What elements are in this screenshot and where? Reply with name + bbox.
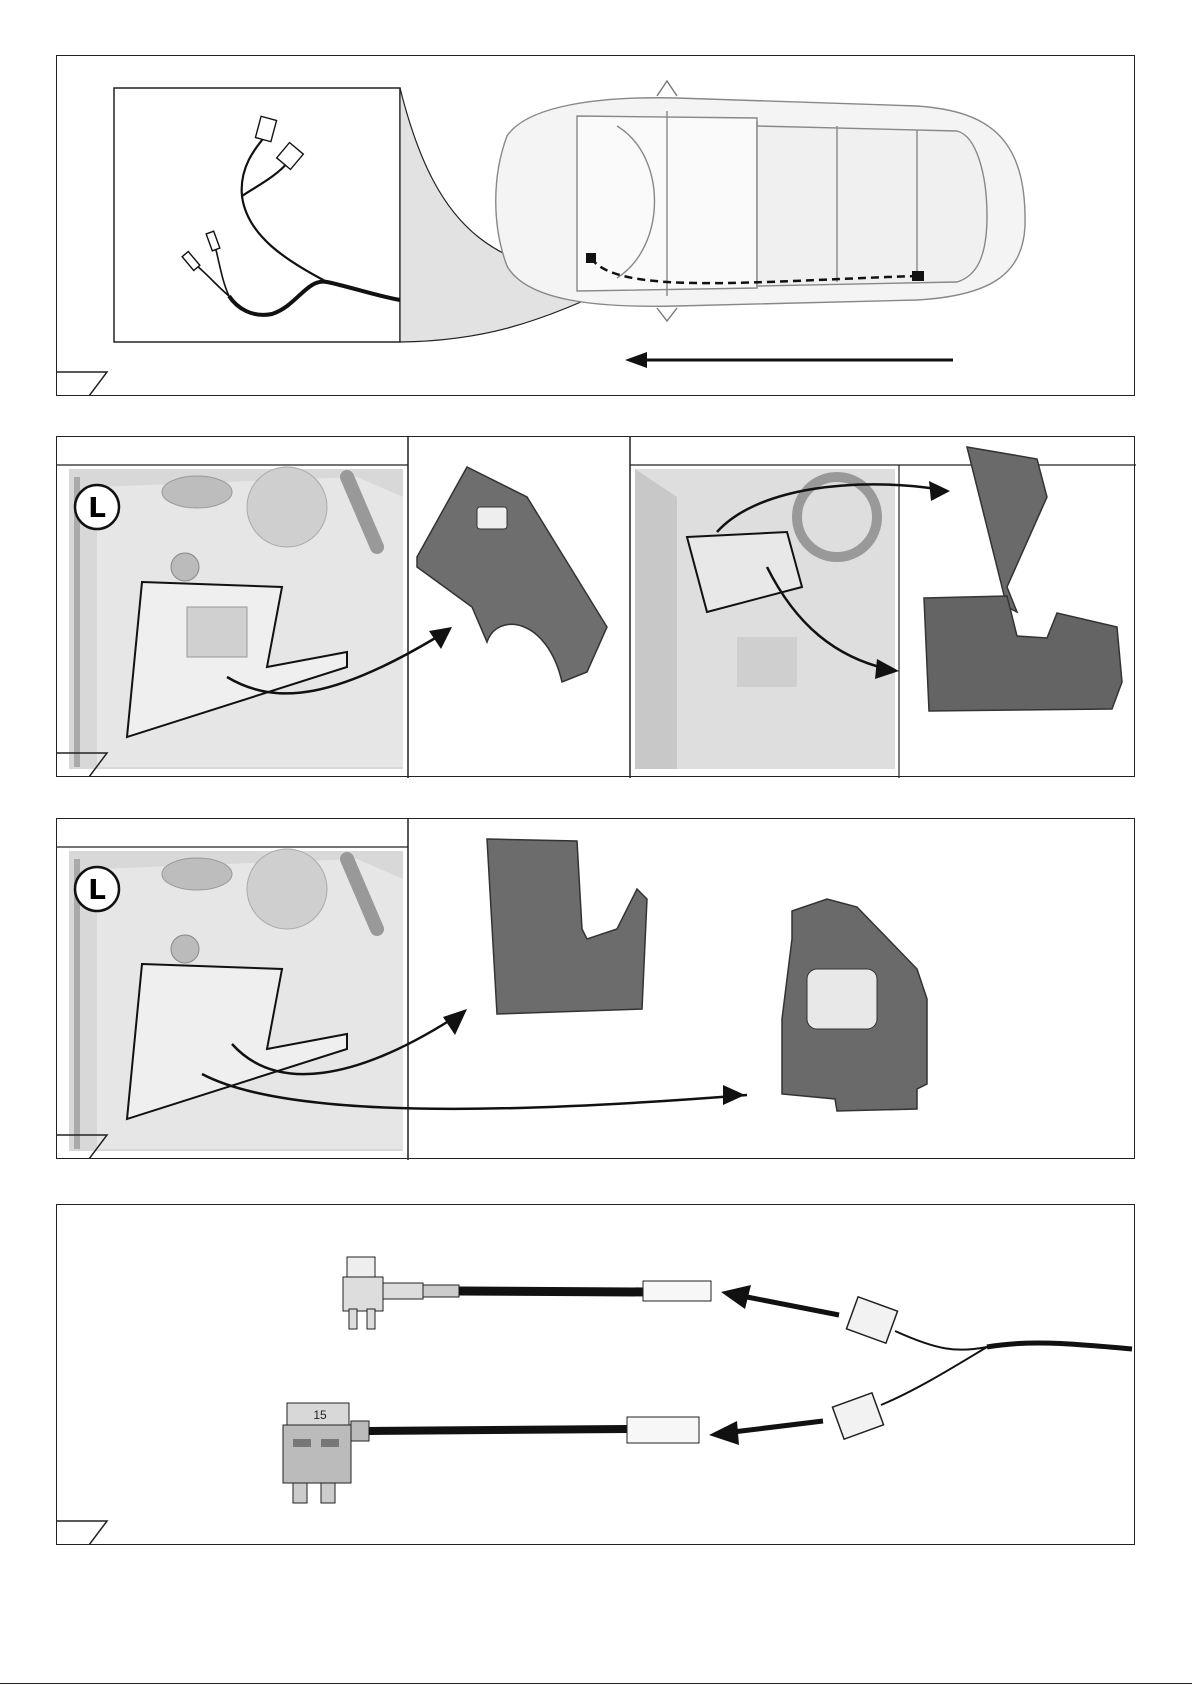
step-3-corner-tab bbox=[57, 1127, 109, 1159]
arrow-lower-line bbox=[733, 1421, 823, 1432]
step-1-panel bbox=[56, 55, 1135, 396]
terminal-lower bbox=[627, 1417, 699, 1443]
fuse-tap-upper bbox=[343, 1257, 459, 1329]
step-4-corner-tab bbox=[57, 1513, 109, 1545]
removed-lower-panel bbox=[417, 467, 607, 682]
dashboard-left-photo bbox=[69, 467, 452, 769]
left-side-badge-label: L bbox=[88, 491, 106, 524]
harness-branch-upper bbox=[895, 1331, 987, 1350]
step-4-illustration bbox=[57, 1205, 1136, 1546]
arrow-head-upper bbox=[929, 481, 950, 501]
harness-connector-lower bbox=[832, 1393, 883, 1439]
interior-right-photo bbox=[635, 469, 937, 769]
car-top-view bbox=[496, 81, 1025, 321]
arrow-upper-head bbox=[721, 1285, 751, 1309]
arrow-head-1 bbox=[443, 1009, 467, 1035]
fuse-tap-lower bbox=[283, 1403, 369, 1503]
fuse-rating-label: 15 bbox=[313, 1408, 327, 1422]
rear-point-marker bbox=[912, 271, 924, 281]
arrow-upper-line bbox=[747, 1297, 839, 1315]
left-side-badge-label-2: L bbox=[88, 873, 106, 906]
step-3-illustration bbox=[57, 819, 1136, 1160]
step-2-illustration bbox=[57, 437, 1136, 778]
arrow-head-2 bbox=[723, 1085, 745, 1105]
step-1-illustration bbox=[57, 56, 1136, 397]
terminal-upper bbox=[643, 1281, 711, 1301]
harness-inset-box bbox=[114, 88, 400, 342]
direction-arrow-head bbox=[625, 352, 647, 368]
front-point-marker bbox=[586, 253, 596, 263]
step-2-panel bbox=[56, 436, 1135, 777]
bottom-rule bbox=[0, 1683, 1192, 1684]
step-4-panel bbox=[56, 1204, 1135, 1545]
lower-panel-removed-1 bbox=[487, 839, 647, 1014]
harness-main-cable bbox=[987, 1343, 1132, 1349]
step-3-panel bbox=[56, 818, 1135, 1159]
panel-opening bbox=[477, 507, 507, 529]
wire-upper bbox=[459, 1291, 647, 1292]
harness-connector-upper bbox=[846, 1297, 897, 1343]
harness-branch-lower bbox=[881, 1347, 987, 1405]
side-trim-piece bbox=[967, 447, 1047, 612]
left-side-badge bbox=[75, 485, 119, 529]
panel-2-opening bbox=[807, 969, 877, 1029]
step-1-corner-tab bbox=[57, 364, 109, 396]
left-side-badge-2 bbox=[75, 867, 119, 911]
wire-lower bbox=[369, 1429, 627, 1431]
arrow-lower-head bbox=[709, 1421, 739, 1445]
lower-panel-piece bbox=[924, 596, 1122, 711]
step-2-corner-tab bbox=[57, 745, 109, 777]
